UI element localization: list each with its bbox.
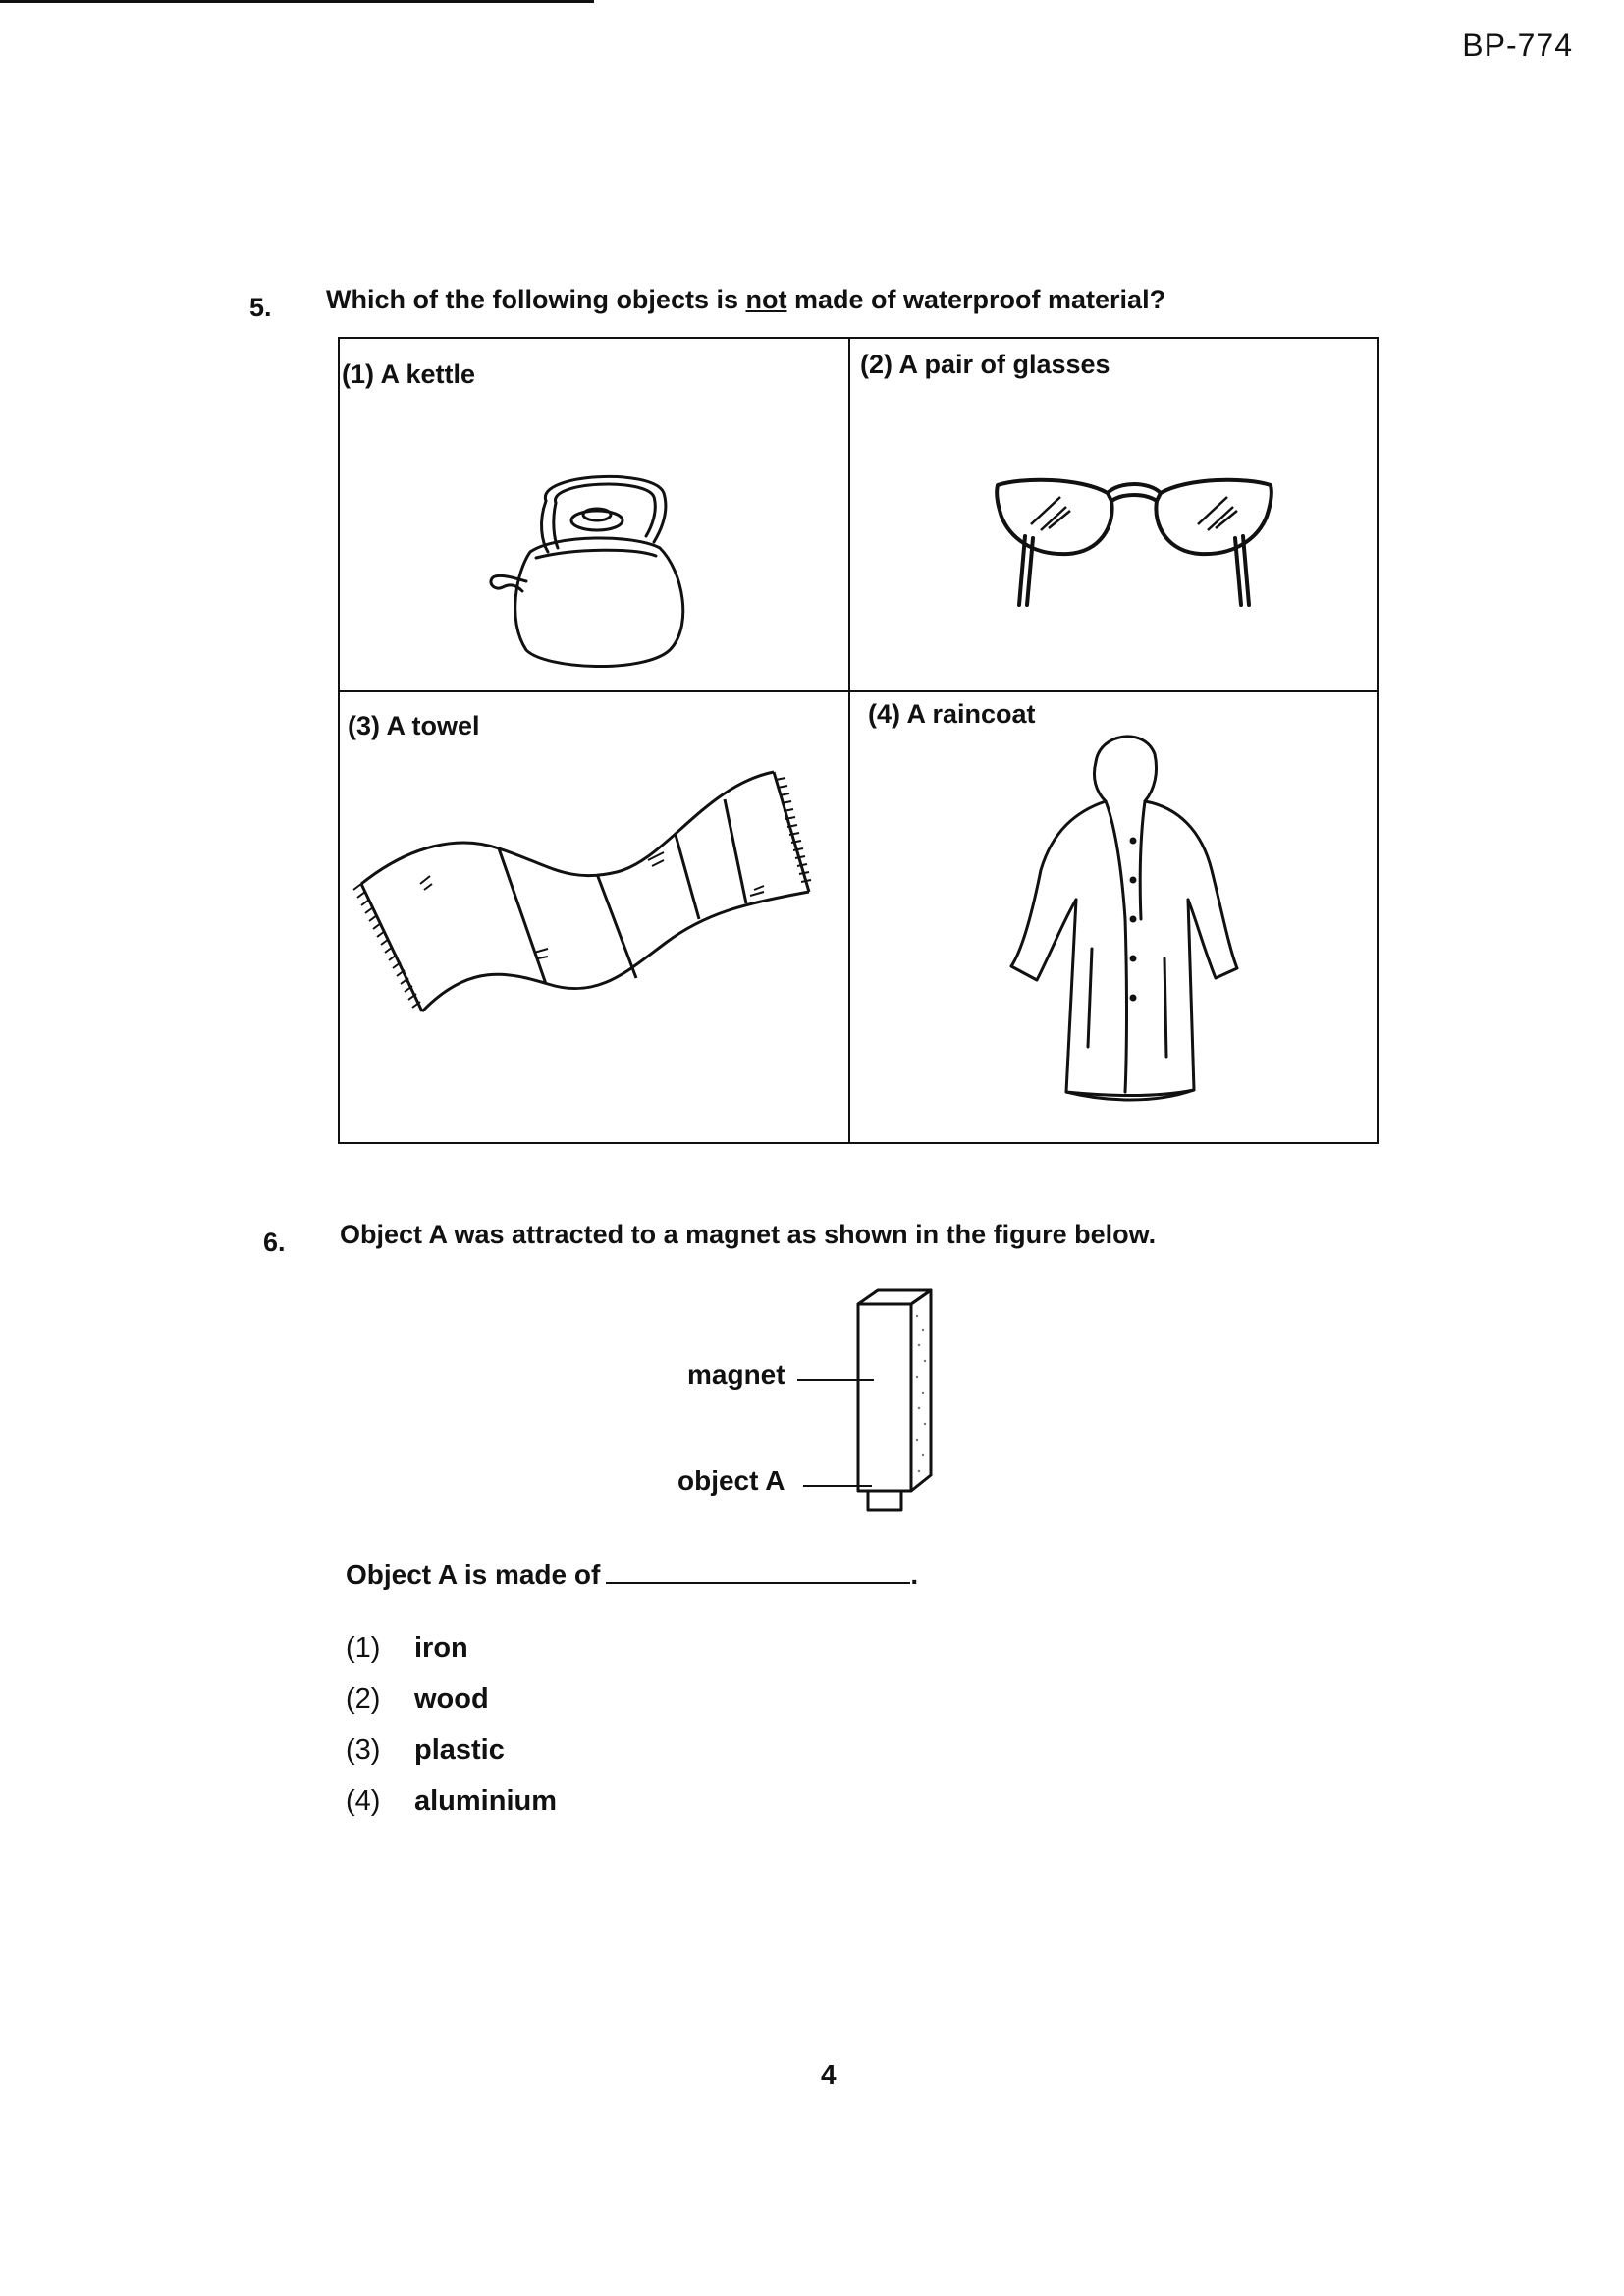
choice-3-text: plastic xyxy=(414,1734,505,1766)
grid-divider-horizontal xyxy=(338,690,1379,692)
question-5-emphasis: not xyxy=(745,285,787,314)
magnet-diagram xyxy=(844,1286,943,1512)
choice-3 xyxy=(346,1734,505,1767)
object-a-leader-line xyxy=(803,1485,872,1487)
question-6-prompt-end: . xyxy=(910,1559,919,1590)
towel-icon xyxy=(352,766,833,1021)
question-5-text xyxy=(326,285,1165,315)
paper-code: BP-774 xyxy=(1462,27,1573,63)
raincoat-icon xyxy=(998,723,1253,1116)
glasses-icon xyxy=(992,467,1276,615)
answer-blank xyxy=(606,1560,910,1584)
question-5-text-before: Which of the following objects is xyxy=(326,285,746,314)
choice-4-number: (4) xyxy=(346,1785,381,1817)
option-3-label: (3) A towel xyxy=(348,711,480,740)
magnet-leader-line xyxy=(797,1379,874,1381)
page-number: 4 xyxy=(821,2059,837,2090)
choice-2 xyxy=(346,1683,489,1716)
option-4-label: (4) A raincoat xyxy=(868,699,1036,729)
question-6-prompt xyxy=(346,1559,918,1591)
option-1-label: (1) A kettle xyxy=(342,359,476,389)
choice-1-text: iron xyxy=(414,1632,468,1664)
choice-1 xyxy=(346,1632,468,1665)
grid-divider-vertical xyxy=(848,337,850,1144)
choice-3-number: (3) xyxy=(346,1734,381,1766)
question-6-number: 6. xyxy=(263,1228,286,1257)
object-a-label: object A xyxy=(677,1465,785,1496)
choice-4-text: aluminium xyxy=(414,1785,558,1817)
choice-1-number: (1) xyxy=(346,1632,381,1664)
magnet-label: magnet xyxy=(687,1359,785,1390)
question-6-prompt-text: Object A is made of xyxy=(346,1559,601,1590)
top-rule xyxy=(0,0,594,3)
option-2-label: (2) A pair of glasses xyxy=(860,350,1110,379)
question-5-number: 5. xyxy=(249,293,272,322)
kettle-icon xyxy=(477,454,713,689)
choice-2-text: wood xyxy=(414,1683,489,1715)
choice-2-number: (2) xyxy=(346,1683,381,1715)
question-6-text: Object A was attracted to a magnet as shown in the figure below. xyxy=(340,1220,1157,1249)
choice-4 xyxy=(346,1785,557,1818)
question-5-text-after: made of waterproof material? xyxy=(786,285,1166,314)
